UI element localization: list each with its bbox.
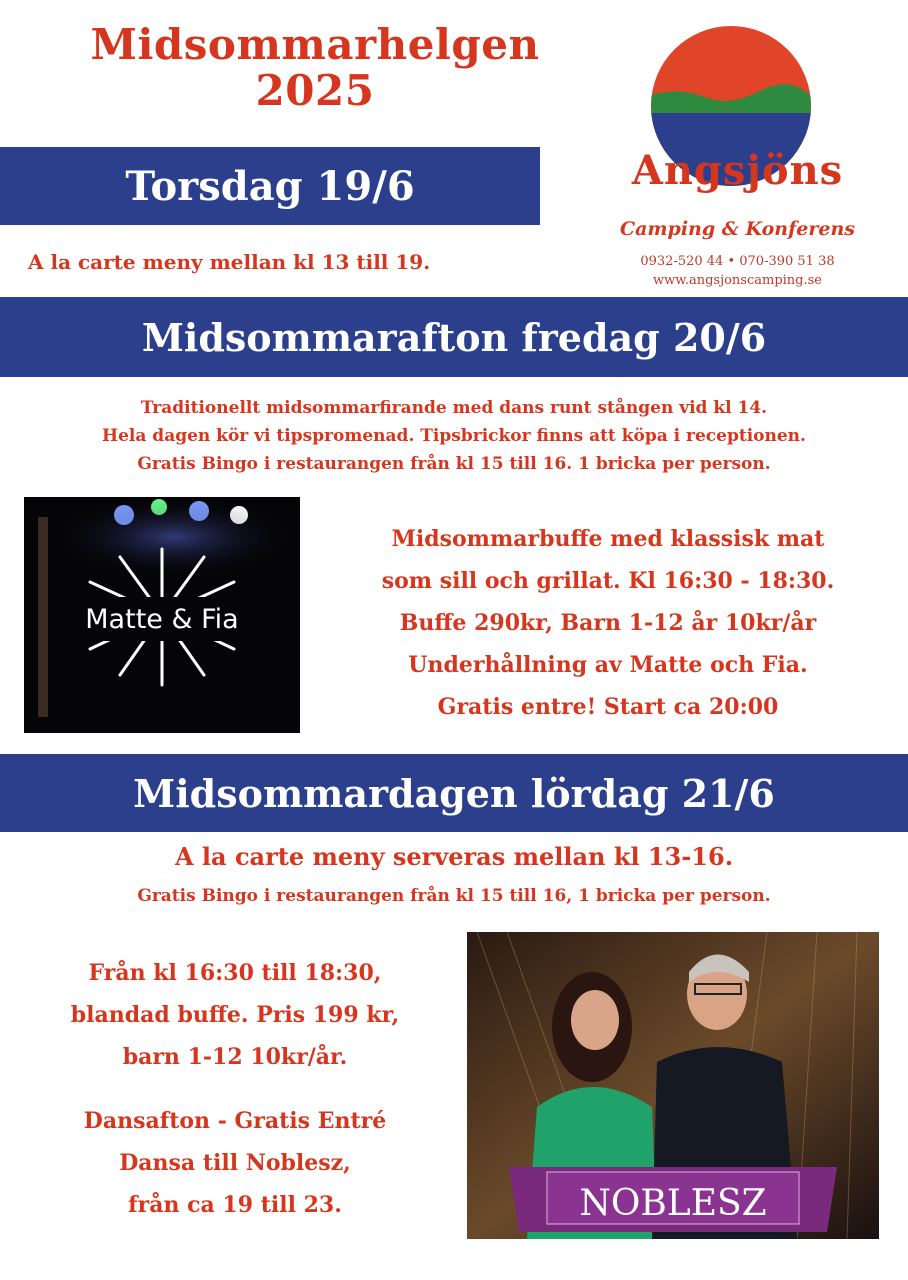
banner-thursday <box>0 147 540 225</box>
banner-friday <box>0 297 908 377</box>
saturday-buffet-line: blandad buffe. Pris 199 kr, <box>70 1002 400 1028</box>
saturday-dance-line: Dansafton - Gratis Entré <box>83 1108 387 1134</box>
logo-website: www.angsjonscamping.se <box>652 273 823 288</box>
friday-line: Gratis Bingo i restaurangen från kl 15 till 16. 1 bricka per person. <box>137 454 771 474</box>
banner-thursday-label: Torsdag 19/6 <box>125 162 415 210</box>
saturday-dance-line: från ca 19 till 23. <box>128 1192 342 1218</box>
matte-fia-label: Matte & Fia <box>85 604 239 635</box>
friday-line: Traditionellt midsommarfirande med dans runt stången vid kl 14. <box>140 398 768 418</box>
friday-buffet-line: Buffe 290kr, Barn 1-12 år 10kr/år <box>399 610 817 636</box>
logo-phone: 0932-520 44 • 070-390 51 38 <box>640 254 835 269</box>
saturday-line-1: A la carte meny serveras mellan kl 13-16. <box>174 842 734 871</box>
logo-name: Angsjöns <box>631 147 844 194</box>
saturday-line-2: Gratis Bingo i restaurangen från kl 15 till 16, 1 bricka per person. <box>137 886 771 906</box>
friday-buffet-line: Midsommarbuffe med klassisk mat <box>391 526 825 552</box>
friday-line: Hela dagen kör vi tipspromenad. Tipsbrickor finns att köpa i receptionen. <box>102 426 806 446</box>
banner-saturday-label: Midsommardagen lördag 21/6 <box>133 770 775 816</box>
friday-buffet-line: Underhållning av Matte och Fia. <box>408 652 808 678</box>
matte-fia-image <box>24 497 300 733</box>
logo <box>585 25 890 288</box>
title-line-1: Midsommarhelgen <box>90 20 540 69</box>
saturday-dance-line: Dansa till Noblesz, <box>119 1150 351 1176</box>
saturday-buffet <box>24 952 446 1078</box>
friday-info <box>0 394 908 478</box>
friday-buffet-line: Gratis entre! Start ca 20:00 <box>437 694 779 720</box>
logo-subtitle: Camping & Konferens <box>620 218 855 240</box>
friday-buffet <box>318 518 898 728</box>
saturday-buffet-line: barn 1-12 10kr/år. <box>122 1044 348 1070</box>
friday-buffet-line: som sill och grillat. Kl 16:30 - 18:30. <box>381 568 835 594</box>
title-line-2: 2025 <box>255 66 375 115</box>
noblesz-photo-icon <box>467 932 879 1239</box>
noblesz-label: NOBLESZ <box>579 1183 767 1224</box>
noblesz-image <box>467 932 879 1239</box>
thursday-text: A la carte meny mellan kl 13 till 19. <box>28 250 431 274</box>
stage-lights-icon <box>24 497 300 733</box>
saturday-buffet-line: Från kl 16:30 till 18:30, <box>88 960 382 986</box>
page-title <box>20 22 610 114</box>
banner-friday-label: Midsommarafton fredag 20/6 <box>141 314 767 360</box>
banner-saturday <box>0 754 908 832</box>
saturday-dance <box>24 1100 446 1226</box>
